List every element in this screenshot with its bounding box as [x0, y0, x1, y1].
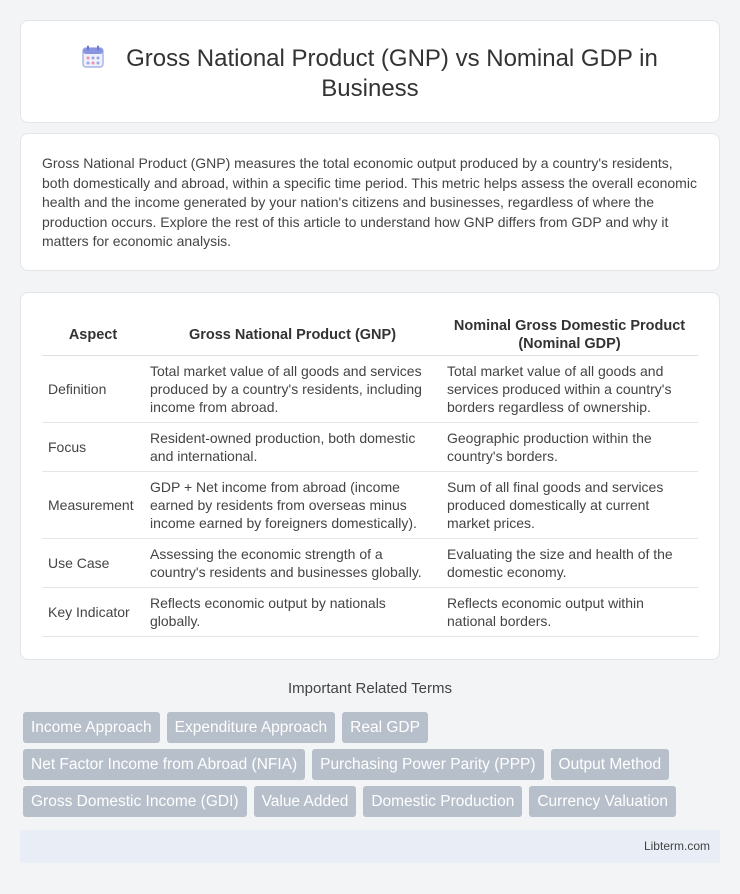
tag-row	[23, 749, 713, 780]
row-aspect: Focus	[42, 422, 144, 471]
row-gnp: GDP + Net income from abroad (income earned by residents from overseas minus income earned by foreigners domestically).	[144, 471, 441, 538]
footer	[20, 830, 720, 863]
page-title	[21, 44, 719, 104]
tag-value-added[interactable]: Value Added	[254, 786, 357, 817]
tag-currency-valuation[interactable]: Currency Valuation	[529, 786, 676, 817]
tag-income-approach[interactable]: Income Approach	[23, 712, 160, 743]
row-gnp: Reflects economic output by nationals globally.	[144, 587, 441, 636]
row-gdp: Sum of all final goods and services produced domestically at current market prices.	[441, 471, 698, 538]
table-row	[42, 471, 698, 538]
related-terms	[23, 712, 713, 823]
row-aspect: Definition	[42, 355, 144, 422]
tag-expenditure-approach[interactable]: Expenditure Approach	[167, 712, 336, 743]
row-gnp: Total market value of all goods and services produced by a country's residents, including income from abroad.	[144, 355, 441, 422]
tag-ppp[interactable]: Purchasing Power Parity (PPP)	[312, 749, 543, 780]
comparison-table	[42, 315, 698, 637]
row-aspect: Use Case	[42, 538, 144, 587]
tag-domestic-production[interactable]: Domestic Production	[363, 786, 522, 817]
table-header-row	[42, 315, 698, 355]
header-card	[20, 20, 720, 123]
row-gdp: Geographic production within the country's borders.	[441, 422, 698, 471]
tag-gdi[interactable]: Gross Domestic Income (GDI)	[23, 786, 247, 817]
header-gnp: Gross National Product (GNP)	[144, 315, 441, 355]
comparison-table-card	[20, 292, 720, 660]
calendar-icon	[82, 45, 104, 69]
title-line-1: Gross National Product (GNP) vs Nominal GDP in	[126, 45, 658, 72]
row-gdp: Reflects economic output within national borders.	[441, 587, 698, 636]
table-row	[42, 422, 698, 471]
intro-card	[20, 133, 720, 271]
title-line-2: Business	[321, 75, 419, 102]
row-gnp: Assessing the economic strength of a country's residents and businesses globally.	[144, 538, 441, 587]
tag-row	[23, 712, 713, 743]
tag-nfia[interactable]: Net Factor Income from Abroad (NFIA)	[23, 749, 305, 780]
row-gnp: Resident-owned production, both domestic and international.	[144, 422, 441, 471]
intro-text: Gross National Product (GNP) measures the total economic output produced by a country's residents, both domestically and abroad, within a specific time period. This metric helps assess the overall economic health and the income generated by your nation's citizens and businesses, regardless of where the production occurs. Explore the rest of this article to understand how GNP differs from GDP and why it matters for economic analysis.	[42, 155, 697, 250]
table-row	[42, 355, 698, 422]
table-row	[42, 538, 698, 587]
row-gdp: Evaluating the size and health of the domestic economy.	[441, 538, 698, 587]
tag-row	[23, 786, 713, 817]
footer-site-link[interactable]: Libterm.com	[643, 839, 710, 853]
tag-output-method[interactable]: Output Method	[551, 749, 670, 780]
row-aspect: Measurement	[42, 471, 144, 538]
header-gdp: Nominal Gross Domestic Product (Nominal GDP)	[441, 315, 698, 355]
row-gdp: Total market value of all goods and services produced within a country's borders regardless of ownership.	[441, 355, 698, 422]
tag-real-gdp[interactable]: Real GDP	[342, 712, 428, 743]
table-row	[42, 587, 698, 636]
related-terms-heading: Important Related Terms	[288, 680, 452, 697]
header-aspect: Aspect	[42, 315, 144, 355]
row-aspect: Key Indicator	[42, 587, 144, 636]
